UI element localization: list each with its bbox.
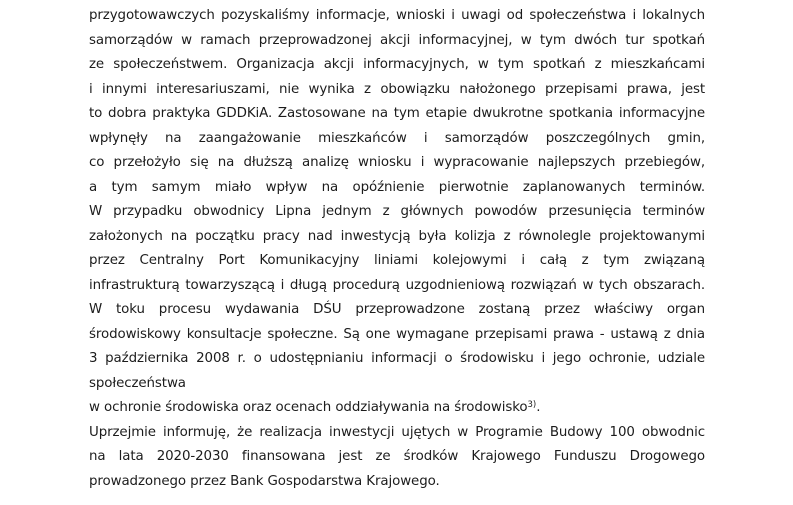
- text-line: a tym samym miało wpływ na opóźnienie pierwotnie zaplanowanych terminów.: [89, 179, 705, 195]
- footnote-line-text: w ochronie środowiska oraz ocenach oddziaływania na środowisko: [89, 400, 528, 415]
- text-line: W toku procesu wydawania DŚU przeprowadzone zostaną przez właściwy organ: [89, 302, 705, 317]
- footnote-line-period: .: [536, 400, 541, 415]
- footnote-marker: 3): [527, 400, 537, 410]
- text-line: założonych na początku pracy nad inwestycją była kolizja z równolegle projektowanymi: [89, 228, 705, 244]
- text-line: i innymi interesariuszami, nie wynika z obowiązku nałożonego przepisami prawa, jest: [89, 81, 705, 97]
- text-line: przygotowawczych pozyskaliśmy informacje, wnioski i uwagi od społeczeństwa i lokalnych: [89, 8, 705, 23]
- text-line: samorządów w ramach przeprowadzonej akcji informacyjnej, w tym dwóch tur spotkań: [89, 32, 705, 48]
- text-line: prowadzonego przez Bank Gospodarstwa Krajowego.: [89, 473, 440, 489]
- text-line: to dobra praktyka GDDKiA. Zastosowane na tym etapie dwukrotne spotkania informacyjne: [89, 106, 705, 121]
- text-line: przez Centralny Port Komunikacyjny liniami kolejowymi i całą z tym związaną: [89, 253, 705, 268]
- text-line: społeczeństwa: [89, 375, 186, 391]
- text-line-with-footnote: [89, 396, 705, 421]
- text-line: na lata 2020-2030 finansowana jest ze środków Krajowego Funduszu Drogowego: [89, 449, 705, 464]
- text-line: infrastrukturą towarzyszącą i długą procedurą uzgodnieniową rozwiązań w tych obszarach.: [89, 277, 705, 293]
- text-line: wpłynęły na zaangażowanie mieszkańców i samorządów poszczególnych gmin,: [89, 130, 705, 146]
- text-line: Uprzejmie informuję, że realizacja inwestycji ujętych w Programie Budowy 100 obwodnic: [89, 424, 705, 440]
- text-line: co przełożyło się na dłuższą analizę wniosku i wypracowanie najlepszych przebiegów,: [89, 155, 705, 170]
- text-line: 3 października 2008 r. o udostępnianiu informacji o środowisku i jego ochronie, udziale: [89, 351, 705, 366]
- text-line: W przypadku obwodnicy Lipna jednym z głównych powodów przesunięcia terminów: [89, 204, 705, 219]
- text-line: środowiskowy konsultacje społeczne. Są one wymagane przepisami prawa - ustawą z dnia: [89, 326, 705, 342]
- text-line: ze społeczeństwem. Organizacja akcji informacyjnych, w tym spotkań z mieszkańcami: [89, 57, 705, 72]
